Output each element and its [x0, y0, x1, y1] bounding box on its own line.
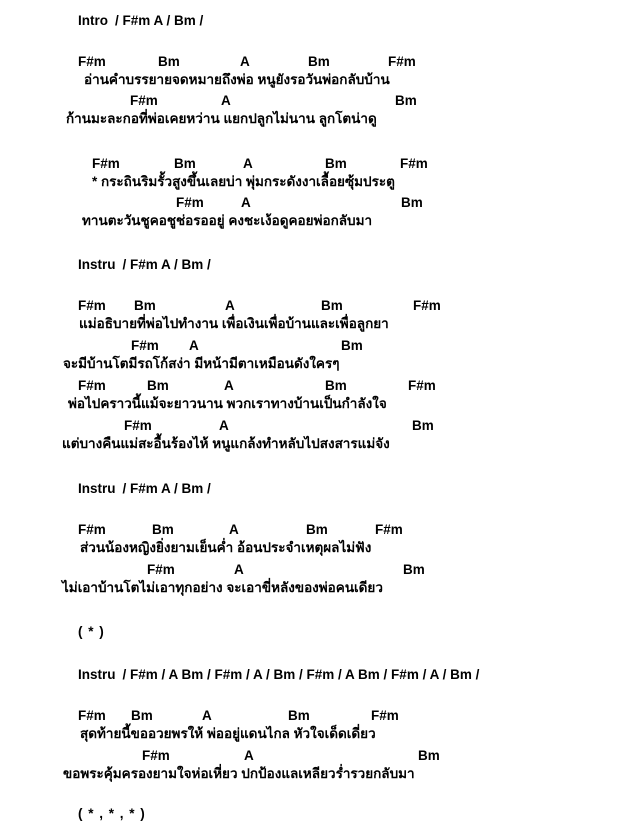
chord-label: Bm — [401, 195, 423, 210]
chord-label: Bm — [134, 298, 156, 313]
chord-label: Bm — [288, 708, 310, 723]
chord-label: Bm — [147, 378, 169, 393]
section-chord-progression: / F#m / A Bm / F#m / A / Bm / F#m / A Bm / F#m / A / Bm / — [122, 667, 480, 682]
chord-label: F#m — [371, 708, 399, 723]
chord-label: F#m — [388, 54, 416, 69]
chord-line — [0, 92, 620, 110]
chord-label: Bm — [174, 156, 196, 171]
chord-label: A — [224, 378, 234, 393]
section-label: Instru — [78, 667, 116, 682]
chord-label: Bm — [131, 708, 153, 723]
lyric-line: ทานตะวันชูคอชูช่อรออยู่ คงชะเง้อดูคอยพ่อกลับมา — [82, 213, 373, 228]
chord-label: A — [229, 522, 239, 537]
chord-label: Bm — [403, 562, 425, 577]
chord-line — [0, 297, 620, 315]
chord-label: F#m — [78, 378, 106, 393]
chord-label: Bm — [418, 748, 440, 763]
chord-label: Bm — [158, 54, 180, 69]
chord-line — [0, 747, 620, 765]
repeat-marker: ( * , * , * ) — [78, 806, 146, 821]
chord-label: A — [241, 195, 251, 210]
chord-label: F#m — [78, 54, 106, 69]
chord-label: F#m — [147, 562, 175, 577]
lyric-line: สุดท้ายนี้ขออวยพรให้ พ่ออยู่แดนไกล หัวใจเด็ดเดี่ยว — [80, 726, 376, 741]
chord-label: F#m — [375, 522, 403, 537]
chord-label: F#m — [78, 298, 106, 313]
section-label: Intro — [78, 13, 108, 28]
chord-label: Bm — [321, 298, 343, 313]
chord-label: A — [202, 708, 212, 723]
chord-label: A — [244, 748, 254, 763]
section-heading — [78, 256, 211, 274]
chord-label: F#m — [142, 748, 170, 763]
chord-label: F#m — [400, 156, 428, 171]
chord-label: A — [189, 338, 199, 353]
lyric-line: ก้านมะละกอที่พ่อเคยหว่าน แยกปลูกไม่นาน ลูกโตน่าดู — [66, 111, 377, 126]
chord-line — [0, 155, 620, 173]
chord-line — [0, 561, 620, 579]
chord-label: F#m — [92, 156, 120, 171]
chord-line — [0, 707, 620, 725]
lyric-line: ขอพระคุ้มครองยามใจห่อเหี่ยว ปกป้องแลเหลียวร่ำรวยกลับมา — [63, 766, 415, 781]
section-heading — [78, 12, 203, 30]
chord-label: Bm — [412, 418, 434, 433]
chord-label: Bm — [395, 93, 417, 108]
chord-label: F#m — [130, 93, 158, 108]
chord-label: F#m — [124, 418, 152, 433]
chord-label: F#m — [78, 522, 106, 537]
chord-line — [0, 521, 620, 539]
chord-label: A — [225, 298, 235, 313]
chord-label: Bm — [325, 378, 347, 393]
chord-label: F#m — [176, 195, 204, 210]
section-chord-progression: / F#m A / Bm / — [115, 13, 204, 28]
chord-label: A — [234, 562, 244, 577]
chord-label: A — [243, 156, 253, 171]
chord-label: F#m — [413, 298, 441, 313]
chord-label: F#m — [131, 338, 159, 353]
lyric-line: แต่บางคืนแม่สะอื้นร้องไห้ หนูแกล้งทำหลับไปสงสารแม่จัง — [62, 436, 390, 451]
chord-label: F#m — [408, 378, 436, 393]
chord-label: A — [219, 418, 229, 433]
chord-label: Bm — [341, 338, 363, 353]
chord-label: A — [221, 93, 231, 108]
section-heading — [78, 480, 211, 498]
lyric-line: แม่อธิบายที่พ่อไปทำงาน เพื่อเงินเพื่อบ้านและเพื่อลูกยา — [79, 316, 389, 331]
chord-label: Bm — [325, 156, 347, 171]
lyric-line: พ่อไปคราวนี้แม้จะยาวนาน พวกเราทางบ้านเป็นกำลังใจ — [68, 396, 387, 411]
chord-label: Bm — [306, 522, 328, 537]
lyric-line: จะมีบ้านโตมีรถโก้สง่า มีหน้ามีตาเหมือนดังใครๆ — [63, 356, 340, 371]
lyric-line: อ่านคำบรรยายจดหมายถึงพ่อ หนูยังรอวันพ่อกลับบ้าน — [84, 72, 390, 87]
section-chord-progression: / F#m A / Bm / — [122, 481, 211, 496]
section-label: Instru — [78, 257, 116, 272]
chord-line — [0, 337, 620, 355]
chord-line — [0, 417, 620, 435]
lyric-line: ส่วนน้องหญิงยิ่งยามเย็นค่ำ อ้อนประจำเหตุผลไม่ฟัง — [80, 540, 372, 555]
chord-label: Bm — [308, 54, 330, 69]
chord-line — [0, 377, 620, 395]
chord-label: A — [240, 54, 250, 69]
chord-line — [0, 194, 620, 212]
chord-label: F#m — [78, 708, 106, 723]
chord-label: Bm — [152, 522, 174, 537]
section-heading — [78, 666, 479, 684]
section-label: Instru — [78, 481, 116, 496]
chord-line — [0, 53, 620, 71]
lyric-line: * กระถินริมรั้วสูงขึ้นเลยบ่า พุ่มกระดังงาเลื้อยซุ้มประตู — [92, 174, 395, 189]
lyric-line: ไม่เอาบ้านโตไม่เอาทุกอย่าง จะเอาขี่หลังของพ่อคนเดียว — [62, 580, 383, 595]
section-chord-progression: / F#m A / Bm / — [122, 257, 211, 272]
repeat-marker: ( * ) — [78, 624, 105, 639]
